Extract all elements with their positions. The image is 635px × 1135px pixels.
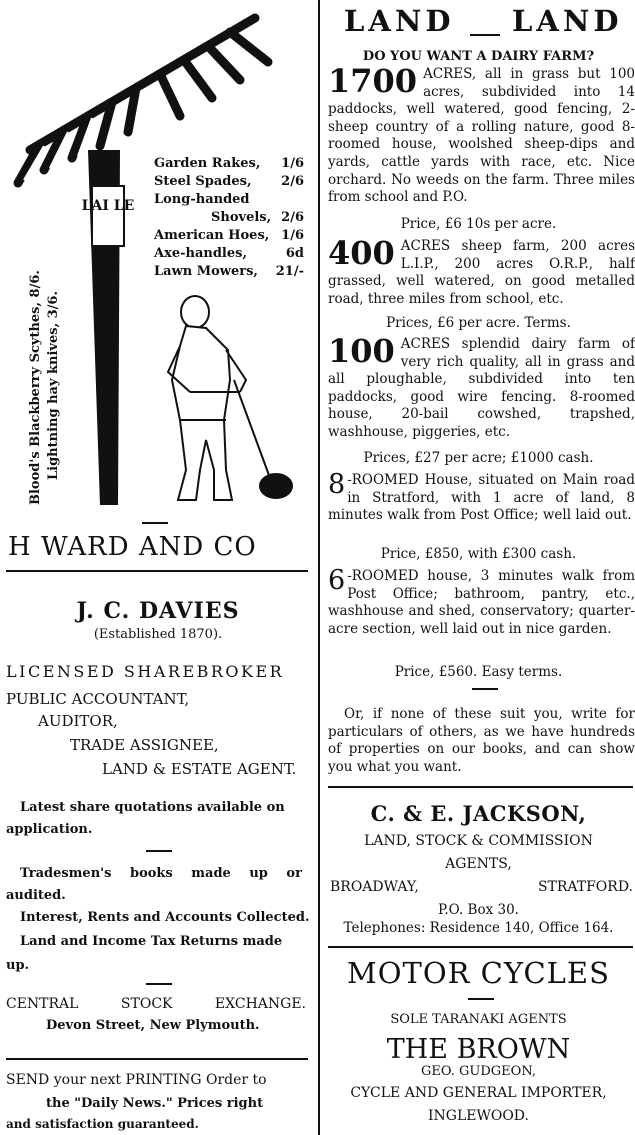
title-sharebroker: LICENSED SHAREBROKER — [6, 662, 285, 681]
jackson-po-box: P.O. Box 30. — [438, 902, 519, 918]
tradesmen-line2: audited. — [6, 888, 66, 903]
tradesmen-line1: Tradesmen's books made up or — [20, 866, 302, 881]
dairy-question: DO YOU WANT A DAIRY FARM? — [362, 49, 595, 64]
rule-short — [146, 983, 172, 985]
rule-full — [328, 946, 633, 948]
title-assignee: TRADE ASSIGNEE, — [70, 736, 219, 754]
interest-line: Interest, Rents and Accounts Collected. — [20, 910, 310, 925]
motor-agents: SOLE TARANAKI AGENTS — [390, 1012, 567, 1027]
rule-short — [142, 522, 168, 524]
tool-item: Lawn Mowers, 21/- — [154, 264, 304, 279]
rule-short — [146, 850, 172, 852]
jackson-address-row: BROADWAY, STRATFORD. — [330, 879, 633, 895]
rule-short — [468, 998, 494, 1000]
share-quotations-line2: application. — [6, 822, 93, 837]
listing-8-roomed: 8 -ROOMED House, situated on Main road in Stratford, with 1 acre of land, 8 minutes walk from Post Office; well laid out. — [328, 469, 635, 524]
davies-established: (Established 1870). — [93, 627, 223, 642]
tool-item: Garden Rakes, 1/6 — [154, 156, 304, 171]
share-quotations-line1: Latest share quotations available on — [20, 800, 285, 815]
listing-400: 400 ACRES sheep farm, 200 acres L.I.P., 200 acres O.R.P., half grassed, well watered, on good metalled road, three miles from school, etc. — [328, 234, 635, 307]
jackson-telephones: Telephones: Residence 140, Office 164. — [343, 920, 614, 936]
handle-text: LAI LE — [81, 198, 135, 214]
right-column — [322, 0, 635, 1135]
handle-label-box — [92, 186, 124, 246]
motor-importer: CYCLE AND GENERAL IMPORTER, — [350, 1085, 607, 1101]
jackson-line2: AGENTS, — [445, 856, 512, 872]
tool-item: Steel Spades, 2/6 — [154, 174, 304, 189]
rule-full — [328, 786, 633, 788]
printing-line1: SEND your next PRINTING Order to — [6, 1072, 267, 1088]
title-auditor: AUDITOR, — [38, 712, 118, 730]
title-estate-agent: LAND & ESTATE AGENT. — [102, 760, 297, 778]
listing-8-roomed-price: Price, £850, with £300 cash. — [380, 546, 577, 562]
land-header-right: LAND — [512, 4, 623, 38]
tool-price-list — [154, 155, 304, 281]
left-column — [0, 0, 316, 1135]
land-header-left: LAND — [344, 4, 455, 38]
central-stock-exchange: CENTRAL STOCK EXCHANGE. — [6, 996, 306, 1012]
jackson-name: C. & E. JACKSON, — [370, 801, 587, 826]
listing-6-roomed-price: Price, £560. Easy terms. — [394, 664, 563, 680]
listing-6-roomed: 6 -ROOMED house, 3 minutes walk from Post Office; bathroom, pantry, etc., washhouse and shed, conservatory; quarter-acre section, well laid out in nice garden. — [328, 565, 635, 637]
rule-full — [6, 1058, 308, 1060]
tool-item: American Hoes, 1/6 — [154, 228, 304, 243]
davies-name: J. C. DAVIES — [76, 598, 240, 624]
listing-100-price: Prices, £27 per acre; £1000 cash. — [363, 450, 594, 466]
title-accountant: PUBLIC ACCOUNTANT, — [6, 690, 190, 708]
land-tax-line1: Land and Income Tax Returns made — [20, 934, 283, 949]
tool-item: Long-handed — [154, 192, 250, 207]
listing-100: 100 ACRES splendid dairy farm of very rich quality, all in grass and all ploughable, subdivided into ten paddocks, good wire fencing. 8-roomed house, 20-bail cowshed, trapshed, washhouse, piggeries, etc. — [328, 332, 635, 440]
motor-brand: THE BROWN — [386, 1034, 571, 1065]
motor-town: INGLEWOOD. — [427, 1108, 529, 1124]
gardener-figure-icon — [168, 296, 292, 500]
listing-1700: 1700 ACRES, all in grass but 100 acres, subdivided into 14 paddocks, well watered, good fencing, 2-sheep country of a rolling nature, good 8-roomed house, woolshed sheep-dips and yards, cattle yards with race, etc. Nice orchard. No weeds on the farm. Three miles from school and P.O. — [328, 62, 635, 206]
exchange-address: Devon Street, New Plymouth. — [46, 1018, 260, 1033]
printing-line3: and satisfaction guaranteed. — [6, 1117, 199, 1131]
motor-dealer-name: GEO. GUDGEON, — [420, 1064, 536, 1079]
knives-vertical-text: Lightning hay knives, 3/6. — [46, 291, 61, 480]
column-divider — [318, 0, 320, 1135]
ward-company-name: H WARD AND CO — [8, 532, 257, 562]
jackson-line1: LAND, STOCK & COMMISSION — [364, 833, 593, 849]
closing-text: Or, if none of these suit you, write for particulars of others, as we have hundreds of properties on our books, and can show you what you want. — [328, 706, 635, 775]
rule-short — [472, 688, 498, 690]
printing-line2: the "Daily News." Prices right — [46, 1096, 264, 1111]
tool-item: Axe-handles, 6d — [154, 246, 304, 261]
scythes-vertical-text: Blood's Blackberry Scythes, 8/6. — [28, 270, 43, 505]
rule-short — [470, 34, 500, 36]
motor-cycles-title: MOTOR CYCLES — [347, 956, 610, 990]
land-tax-line2: up. — [6, 958, 30, 973]
rule-full — [6, 570, 308, 572]
listing-400-price: Prices, £6 per acre. Terms. — [386, 315, 571, 331]
tool-item: Shovels, 2/6 — [211, 210, 304, 225]
listing-1700-price: Price, £6 10s per acre. — [400, 216, 557, 232]
